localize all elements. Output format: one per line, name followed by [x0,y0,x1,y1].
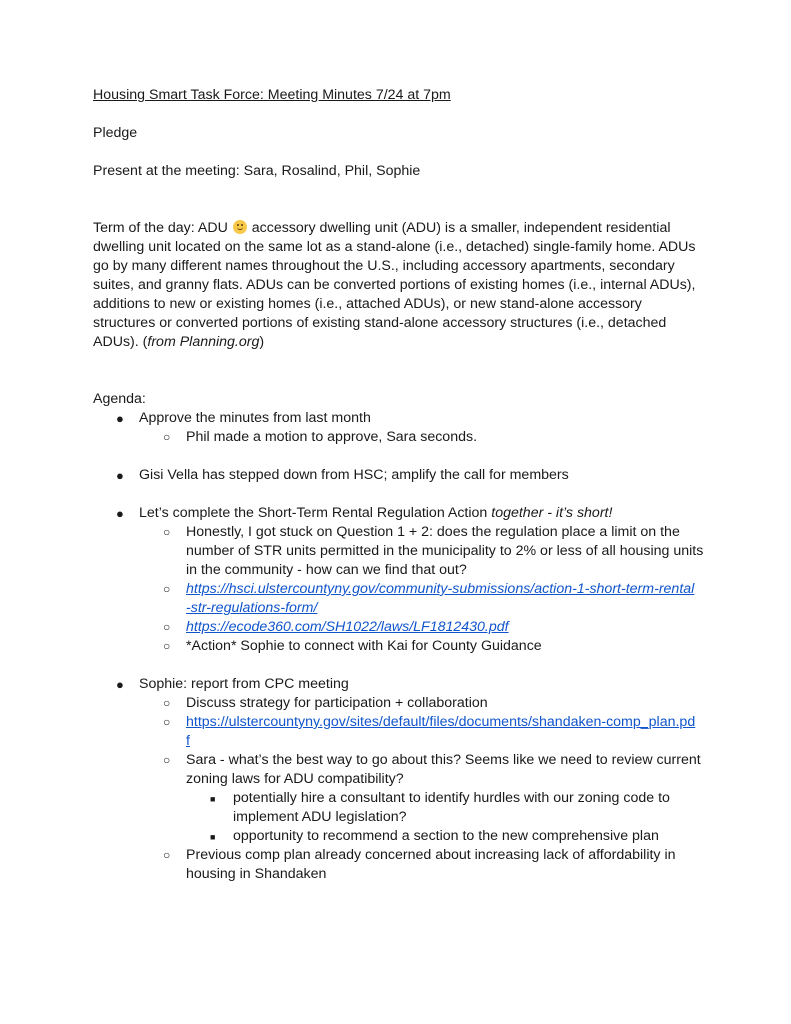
bullet-circle: ○ [163,848,171,862]
bullet-circle: ○ [163,715,171,729]
agenda-subsubitem-consultant [93,789,708,827]
agenda-subitem-text: Previous comp plan already concerned about increasing lack of affordability in housing in Shandaken [186,847,676,882]
bullet-circle: ○ [163,753,171,767]
ecode-pdf-link[interactable]: https://ecode360.com/SH1022/laws/LF1812430.pdf [186,619,509,635]
agenda-item-cpc-report [93,675,708,694]
agenda-subitem-action [93,637,708,656]
link-line-1[interactable]: https://hsci.ulstercountyny.gov/community-submissions/action-1-short-term-rental [186,581,695,597]
bullet-circle: ○ [163,525,171,539]
hsci-form-link[interactable] [186,581,694,616]
term-source: from Planning.org [147,334,260,350]
agenda-subitem-question [93,523,708,580]
agenda-subitem-previous-plan [93,846,708,884]
document-page [93,86,708,884]
term-prefix: Term of the day: ADU [93,220,228,236]
bullet-disc: ● [116,468,124,483]
agenda-subitem-link-hsci [93,580,708,618]
comp-plan-pdf-link[interactable] [186,714,695,749]
bullet-disc: ● [116,506,124,521]
agenda-label: Agenda: [93,391,146,407]
agenda-subitem-strategy [93,694,708,713]
agenda-item-str-action [93,504,708,523]
agenda-subsubitem-text: potentially hire a consultant to identify hurdles with our zoning code to implement ADU legislation? [233,790,670,825]
agenda-item-text: Gisi Vella has stepped down from HSC; amplify the call for members [139,467,569,483]
term-of-the-day [93,219,708,352]
bullet-circle: ○ [163,639,171,653]
term-body: accessory dwelling unit (ADU) is a smaller, independent residential dwelling unit located on the same lot as a stand-alone (i.e., detached) single-family home. ADUs go by many different names throughout the U.S., including accessory apartments, secondary suites, and granny flats. ADUs can be converted portions of existing homes (i.e., internal ADUs), additions to new or existing homes (i.e., attached ADUs), or new stand-alone accessory structures or converted portions of existing stand-alone accessory structures (i.e., detached ADUs). ( [93,220,696,350]
agenda-subsubitem-recommend [93,827,708,846]
link-line-2[interactable]: f [186,733,190,749]
bullet-circle: ○ [163,430,171,444]
agenda-subitem-zoning [93,751,708,789]
agenda-subitem-link-ecode [93,618,708,637]
bullet-circle: ○ [163,696,171,710]
agenda-subitem-text: Discuss strategy for participation + collaboration [186,695,488,711]
slightly-smiling-face-icon [233,220,247,234]
agenda-item-text: Sophie: report from CPC meeting [139,676,349,692]
agenda-item-text: Approve the minutes from last month [139,410,371,426]
agenda-subitem-text: Sara - what’s the best way to go about this? Seems like we need to review current zoning laws for ADU compatibility? [186,752,701,787]
agenda-item-approve-minutes [93,409,708,428]
bullet-circle: ○ [163,582,171,596]
agenda-subitem-text: Honestly, I got stuck on Question 1 + 2: does the regulation place a limit on the number of STR units permitted in the municipality to 2% or less of all housing units in the community - how can we find that out? [186,524,704,578]
agenda-subsubitem-text: opportunity to recommend a section to the new comprehensive plan [233,828,659,844]
agenda-item-text: Let’s complete the Short-Term Rental Regulation Action [139,505,492,521]
agenda-item-emphasis: together - it’s short! [491,505,613,521]
attendees-text: Present at the meeting: Sara, Rosalind, Phil, Sophie [93,163,421,179]
agenda-subitem-text: Phil made a motion to approve, Sara seconds. [186,429,478,445]
term-close: ) [259,334,265,350]
bullet-disc: ● [116,411,124,426]
agenda-subitem-motion [93,428,708,447]
pledge-text: Pledge [93,125,138,141]
link-line-2[interactable]: -str-regulations-form/ [186,600,318,616]
link-line-1[interactable]: https://ulstercountyny.gov/sites/default/files/documents/shandaken-comp_plan.pd [186,714,696,730]
document-title: Housing Smart Task Force: Meeting Minutes 7/24 at 7pm [93,87,451,103]
agenda-subitem-text: *Action* Sophie to connect with Kai for County Guidance [186,638,542,654]
bullet-square: ■ [210,794,216,804]
bullet-disc: ● [116,677,124,692]
agenda-subitem-link-comp-plan [93,713,708,751]
agenda-item-members-call [93,466,708,485]
bullet-square: ■ [210,832,216,842]
bullet-circle: ○ [163,620,171,634]
